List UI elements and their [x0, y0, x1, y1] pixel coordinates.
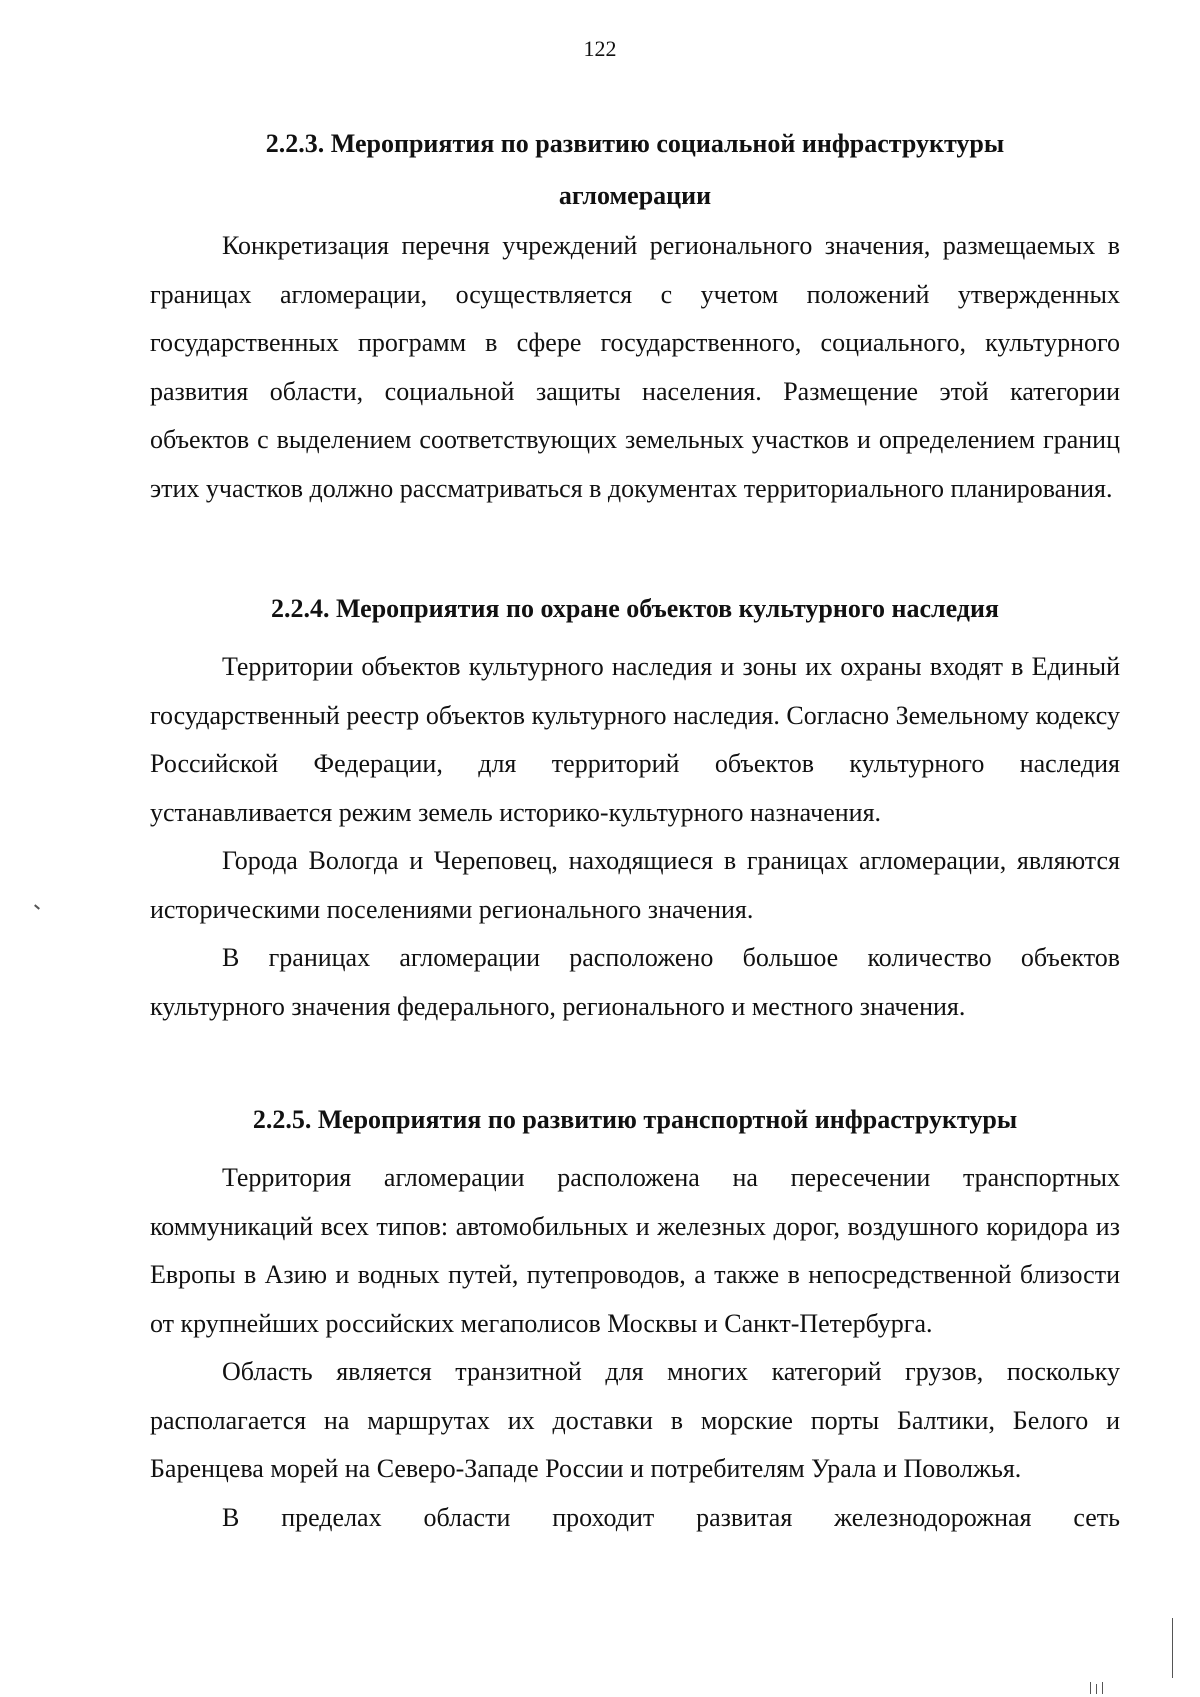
scan-artifact [1172, 1618, 1173, 1678]
section-heading: 2.2.4. Мероприятия по охране объектов культурного наследия [270, 594, 999, 623]
section-heading: 2.2.3. Мероприятия по развитию социальной инфраструктуры агломерации [265, 129, 1005, 210]
paragraph: Города Вологда и Череповец, находящиеся в границах агломерации, являются историческими поселениями регионального значения. [150, 846, 1120, 924]
scan-artifact [34, 904, 40, 909]
paragraph: В границах агломерации расположено большое количество объектов культурного значения федерального, регионального и местного значения. [150, 943, 1120, 1021]
section-cultural-heritage [150, 583, 1120, 1031]
paragraph: Область является транзитной для многих категорий грузов, поскольку располагается на маршрутах их доставки в морские порты Балтики, Белого и Баренцева морей на Северо-Западе России и потребителям Урала и Поволжья. [150, 1357, 1120, 1483]
paragraph: Территории объектов культурного наследия и зоны их охраны входят в Единый государственный реестр объектов культурного наследия. Согласно Земельному кодексу Российской Федерации, для территорий объектов культурного наследия устанавливается режим земель историко-культурного назначения. [150, 652, 1120, 827]
paragraph: Территория агломерации расположена на пересечении транспортных коммуникаций всех типов: автомобильных и железных дорог, воздушного коридора из Европы в Азию и водных путей, путепроводов, а также в непосредственной близости от крупнейших российских мегаполисов Москвы и Санкт-Петербурга. [150, 1163, 1120, 1338]
section-transport-infrastructure [150, 1094, 1120, 1542]
scan-artifact [1090, 1682, 1091, 1694]
section-heading: 2.2.5. Мероприятия по развитию транспортной инфраструктуры [252, 1105, 1018, 1134]
scan-artifact [1096, 1684, 1097, 1694]
paragraph: В пределах области проходит развитая железнодорожная сеть [222, 1502, 1120, 1532]
scan-artifact [1102, 1682, 1103, 1694]
section-social-infrastructure [150, 118, 1120, 513]
page-number: 122 [583, 36, 617, 61]
paragraph: Конкретизация перечня учреждений регионального значения, размещаемых в границах агломерации, осуществляется с учетом положений утвержденных государственных программ в сфере государственного, социального, культурного развития области, социальной защиты населения. Размещение этой категории объектов с выделением соответствующих земельных участков и определением границ этих участков должно рассматриваться в документах территориального планирования. [150, 231, 1120, 503]
